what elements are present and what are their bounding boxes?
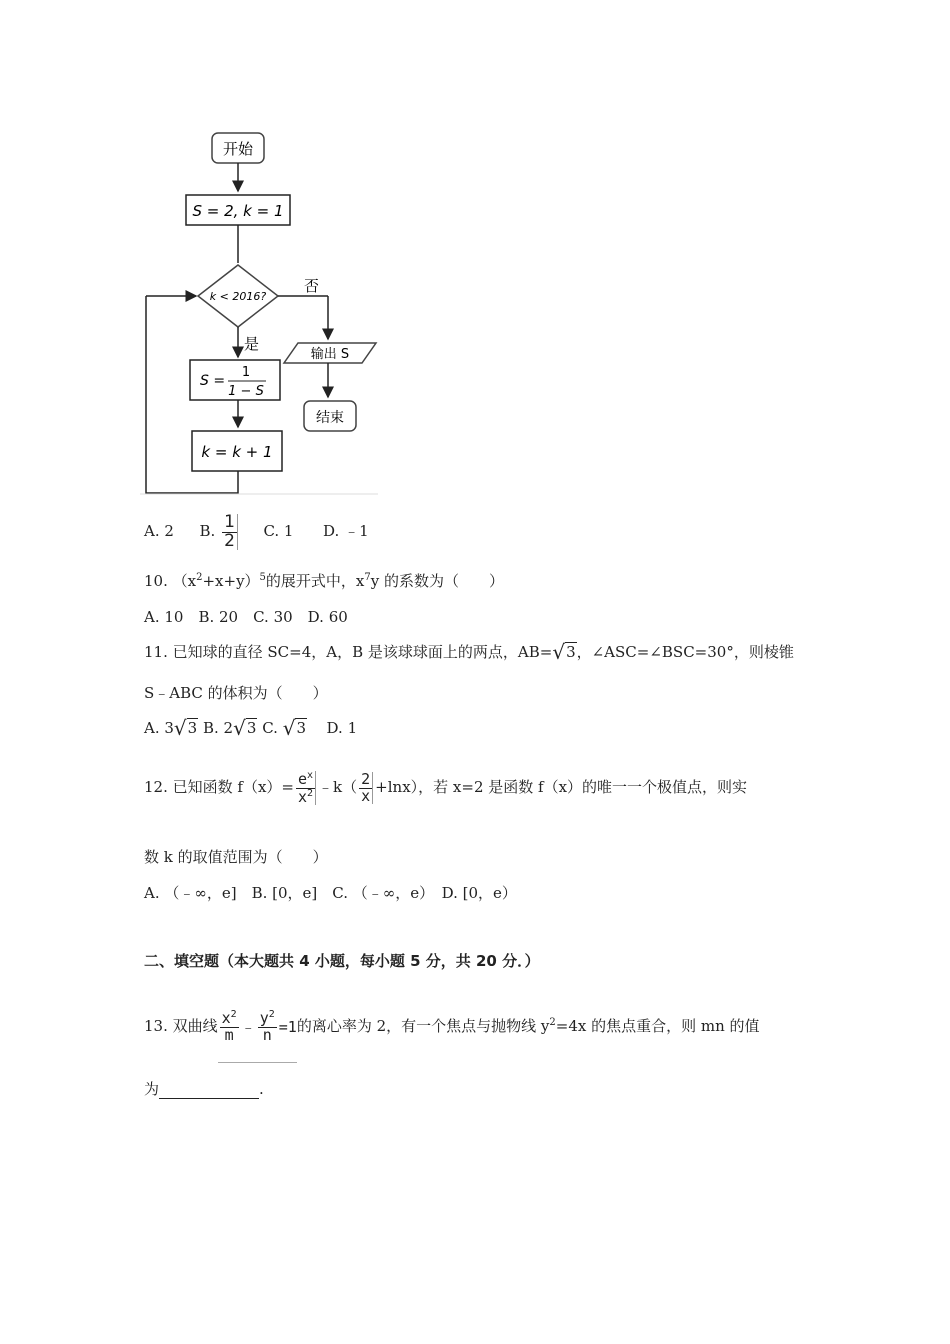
flowchart bbox=[140, 125, 380, 497]
q12-fraction-ex-x2: $\frac{e^x}{x^2}$ bbox=[296, 771, 316, 806]
section-heading: 二、填空题（本大题共 4 小题，每小题 5 分，共 20 分．） bbox=[144, 952, 540, 970]
q12-stem-line1: 12. 已知函数 f（x）= $\frac{e^x}{x^2}$ ﹣k（ $\frac{2}{x}$ +lnx），若 x=2 是函数 f（x）的唯一一个极值点，则实 bbox=[144, 769, 748, 806]
assign-s-den: 1 − S bbox=[228, 384, 264, 399]
yes-label: 是 bbox=[244, 335, 260, 353]
no-label: 否 bbox=[304, 277, 320, 295]
answer-blank[interactable] bbox=[159, 1084, 259, 1099]
q9-option-b-fraction: $\frac{1}{2}$ bbox=[222, 514, 238, 551]
q9-options bbox=[144, 508, 369, 554]
start-label: 开始 bbox=[222, 140, 254, 158]
q11-stem-line2: S﹣ABC 的体积为（ ） bbox=[144, 684, 328, 702]
output-label: 输出 S bbox=[310, 347, 350, 362]
q12-stem-line2: 数 k 的取值范围为（ ） bbox=[144, 848, 328, 866]
q10-options: A. 10 B. 20 C. 30 D. 60 bbox=[144, 608, 348, 626]
q13-stem-line2: 为 . bbox=[144, 1080, 264, 1098]
condition-label: k < 2016? bbox=[209, 290, 267, 303]
q9-option-c: C. 1 bbox=[263, 522, 294, 540]
assign-s-lhs: S = bbox=[200, 373, 226, 389]
q13-stem-line1: 13. 双曲线 $\frac{x^2}{m}$ ﹣ $\frac{y^2}{n}$ =1的离心率为 2，有一个焦点与抛物线 $y^2=4x$ 的焦点重合，则 mn 的值 bbox=[144, 988, 760, 1063]
init-label: S = 2, k = 1 bbox=[192, 202, 284, 220]
assign-s-num: 1 bbox=[241, 365, 251, 380]
sqrt-3: √3 bbox=[552, 640, 576, 664]
q12-fraction-2-x: $\frac{2}{x}$ bbox=[359, 772, 373, 805]
q11-options: A. 3√3 B. 2√3 C. √3 D. 1 bbox=[144, 716, 358, 740]
q9-option-d: D. ﹣1 bbox=[323, 522, 369, 540]
increment-label: k = k + 1 bbox=[201, 443, 273, 461]
q9-option-b-prefix: B. bbox=[199, 522, 216, 540]
q11-stem-line1: 11. 已知球的直径 SC=4，A，B 是该球球面上的两点，AB=√3，∠ASC=∠BSC=30°，则棱锥 bbox=[144, 640, 794, 664]
q13-hyperbola-equation: $\frac{x^2}{m}$ ﹣ $\frac{y^2}{n}$ =1 bbox=[218, 992, 297, 1063]
q9-option-a: A. 2 bbox=[144, 522, 174, 540]
q10-stem: 10. $(x^2+x+y)^5$的展开式中，$x^7y$ 的系数为（ ） bbox=[144, 572, 505, 590]
q12-options: A. （﹣∞，e] B. [0，e] C. （﹣∞，e） D. [0，e） bbox=[144, 884, 517, 902]
end-label: 结束 bbox=[316, 410, 344, 426]
